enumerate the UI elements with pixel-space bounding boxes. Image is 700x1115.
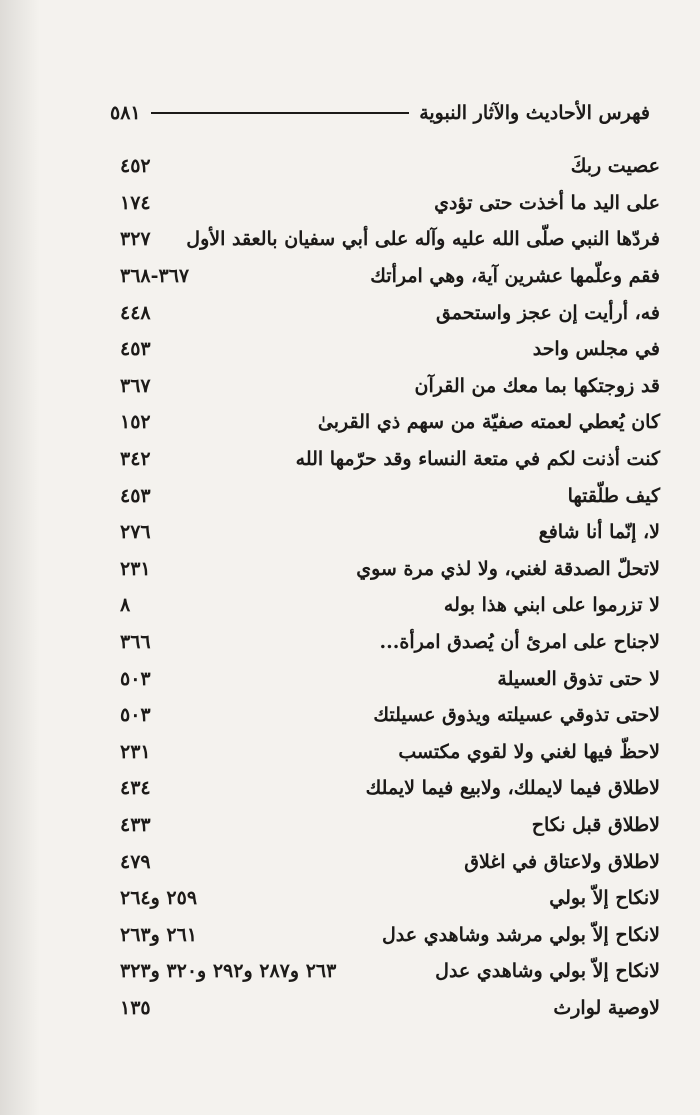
index-entry	[120, 660, 660, 697]
index-entry	[120, 441, 660, 478]
entry-text: لاوصية لوارث	[553, 996, 660, 1019]
index-entry	[120, 221, 660, 258]
header-title: فهرس الأحاديث والآثار النبوية	[419, 102, 650, 124]
entry-pages: ٥٠٣	[120, 667, 151, 690]
index-entry	[120, 331, 660, 368]
entry-pages: ٢٣١	[120, 557, 151, 580]
entry-text: لا حتى تذوق العسيلة	[497, 667, 660, 690]
entry-pages: ٤٥٢	[120, 155, 151, 178]
index-entry	[120, 404, 660, 441]
index-entry	[120, 587, 660, 624]
entry-text: قد زوجتكها بما معك من القرآن	[414, 374, 660, 397]
entry-text: لاطلاق قبل نكاح	[531, 813, 660, 836]
entry-text: كيف طلّقتها	[567, 484, 660, 507]
entry-text: لاتحلّ الصدقة لغني، ولا لذي مرة سوي	[356, 557, 660, 580]
entry-text: لاجناح على امرئ أن يُصدق امرأة...	[379, 631, 660, 654]
entry-text: عصيت ربكَ	[570, 155, 660, 178]
entry-text: لا، إنّما أنا شافع	[538, 521, 660, 544]
entry-pages: ٢٦٣ و٢٨٧ و٢٩٢ و٣٢٠ و٣٢٣	[120, 960, 337, 983]
entry-pages: ٤٥٣	[120, 338, 151, 361]
entry-text: لاطلاق ولاعتاق في اغلاق	[464, 850, 660, 873]
index-entry	[120, 734, 660, 771]
entry-text: لانكاح إلاّ بولي مرشد وشاهدي عدل	[381, 923, 660, 946]
index-entry	[120, 843, 660, 880]
index-entry	[120, 185, 660, 222]
entry-text: لاحظّ فيها لغني ولا لقوي مكتسب	[398, 740, 660, 763]
entry-pages: ٣٤٢	[120, 448, 151, 471]
index-entry	[120, 294, 660, 331]
entry-text: لاطلاق فيما لايملك، ولابيع فيما لايملك	[365, 777, 660, 800]
entry-pages: ٤٣٤	[120, 777, 151, 800]
index-entry	[120, 916, 660, 953]
entry-pages: ١٣٥	[120, 996, 151, 1019]
entry-pages: ٤٣٣	[120, 813, 151, 836]
index-entry	[120, 880, 660, 917]
index-entry	[120, 514, 660, 551]
entry-pages: ١٧٤	[120, 191, 151, 214]
page-number: ٥٨١	[110, 102, 141, 124]
entry-text: على اليد ما أخذت حتى تؤدي	[434, 191, 660, 214]
entry-pages: ٤٥٣	[120, 484, 151, 507]
index-entry	[120, 953, 660, 990]
entry-text: كان يُعطي لعمته صفيّة من سهم ذي القربىٰ	[317, 411, 660, 434]
entry-pages: ٢٧٦	[120, 521, 151, 544]
index-entry	[120, 990, 660, 1027]
index-entry	[120, 148, 660, 185]
entry-pages: ٣٦٦	[120, 631, 151, 654]
index-entry	[120, 807, 660, 844]
entry-pages: ١٥٢	[120, 411, 151, 434]
entry-pages: ٢٥٩ و٢٦٤	[120, 887, 198, 910]
index-entry	[120, 697, 660, 734]
entry-pages: ٣٦٧-٣٦٨	[120, 265, 190, 288]
entry-pages: ٤٧٩	[120, 850, 151, 873]
entry-text: فقم وعلّمها عشرين آية، وهي امرأتك	[370, 265, 660, 288]
index-entry	[120, 770, 660, 807]
index-entry	[120, 258, 660, 295]
entry-pages: ٢٦١ و٢٦٣	[120, 923, 198, 946]
entry-pages: ٢٣١	[120, 740, 151, 763]
entry-pages: ٤٤٨	[120, 301, 151, 324]
index-entry	[120, 368, 660, 405]
entry-text: فردّها النبي صلّى الله عليه وآله على أبي سفيان بالعقد الأول	[186, 228, 660, 251]
entry-text: لاحتى تذوقي عسيلته ويذوق عسيلتك	[373, 704, 660, 727]
entry-pages: ٣٦٧	[120, 374, 151, 397]
entry-text: لانكاح إلاّ بولي	[549, 887, 660, 910]
entry-pages: ٨	[120, 594, 131, 617]
hadith-index-list	[120, 148, 660, 1026]
index-entry	[120, 624, 660, 661]
index-entry	[120, 551, 660, 588]
entry-pages: ٣٢٧	[120, 228, 151, 251]
running-header	[110, 96, 650, 130]
index-entry	[120, 477, 660, 514]
header-rule	[151, 112, 410, 114]
entry-text: كنت أذنت لكم في متعة النساء وقد حرّمها الله	[295, 448, 660, 471]
entry-text: فه، أرأيت إن عجز واستحمق	[435, 301, 660, 324]
entry-text: لا تزرموا على ابني هذا بوله	[443, 594, 660, 617]
entry-text: لانكاح إلاّ بولي وشاهدي عدل	[435, 960, 660, 983]
page-edge-shadow	[0, 0, 40, 1115]
entry-pages: ٥٠٣	[120, 704, 151, 727]
entry-text: في مجلس واحد	[532, 338, 660, 361]
